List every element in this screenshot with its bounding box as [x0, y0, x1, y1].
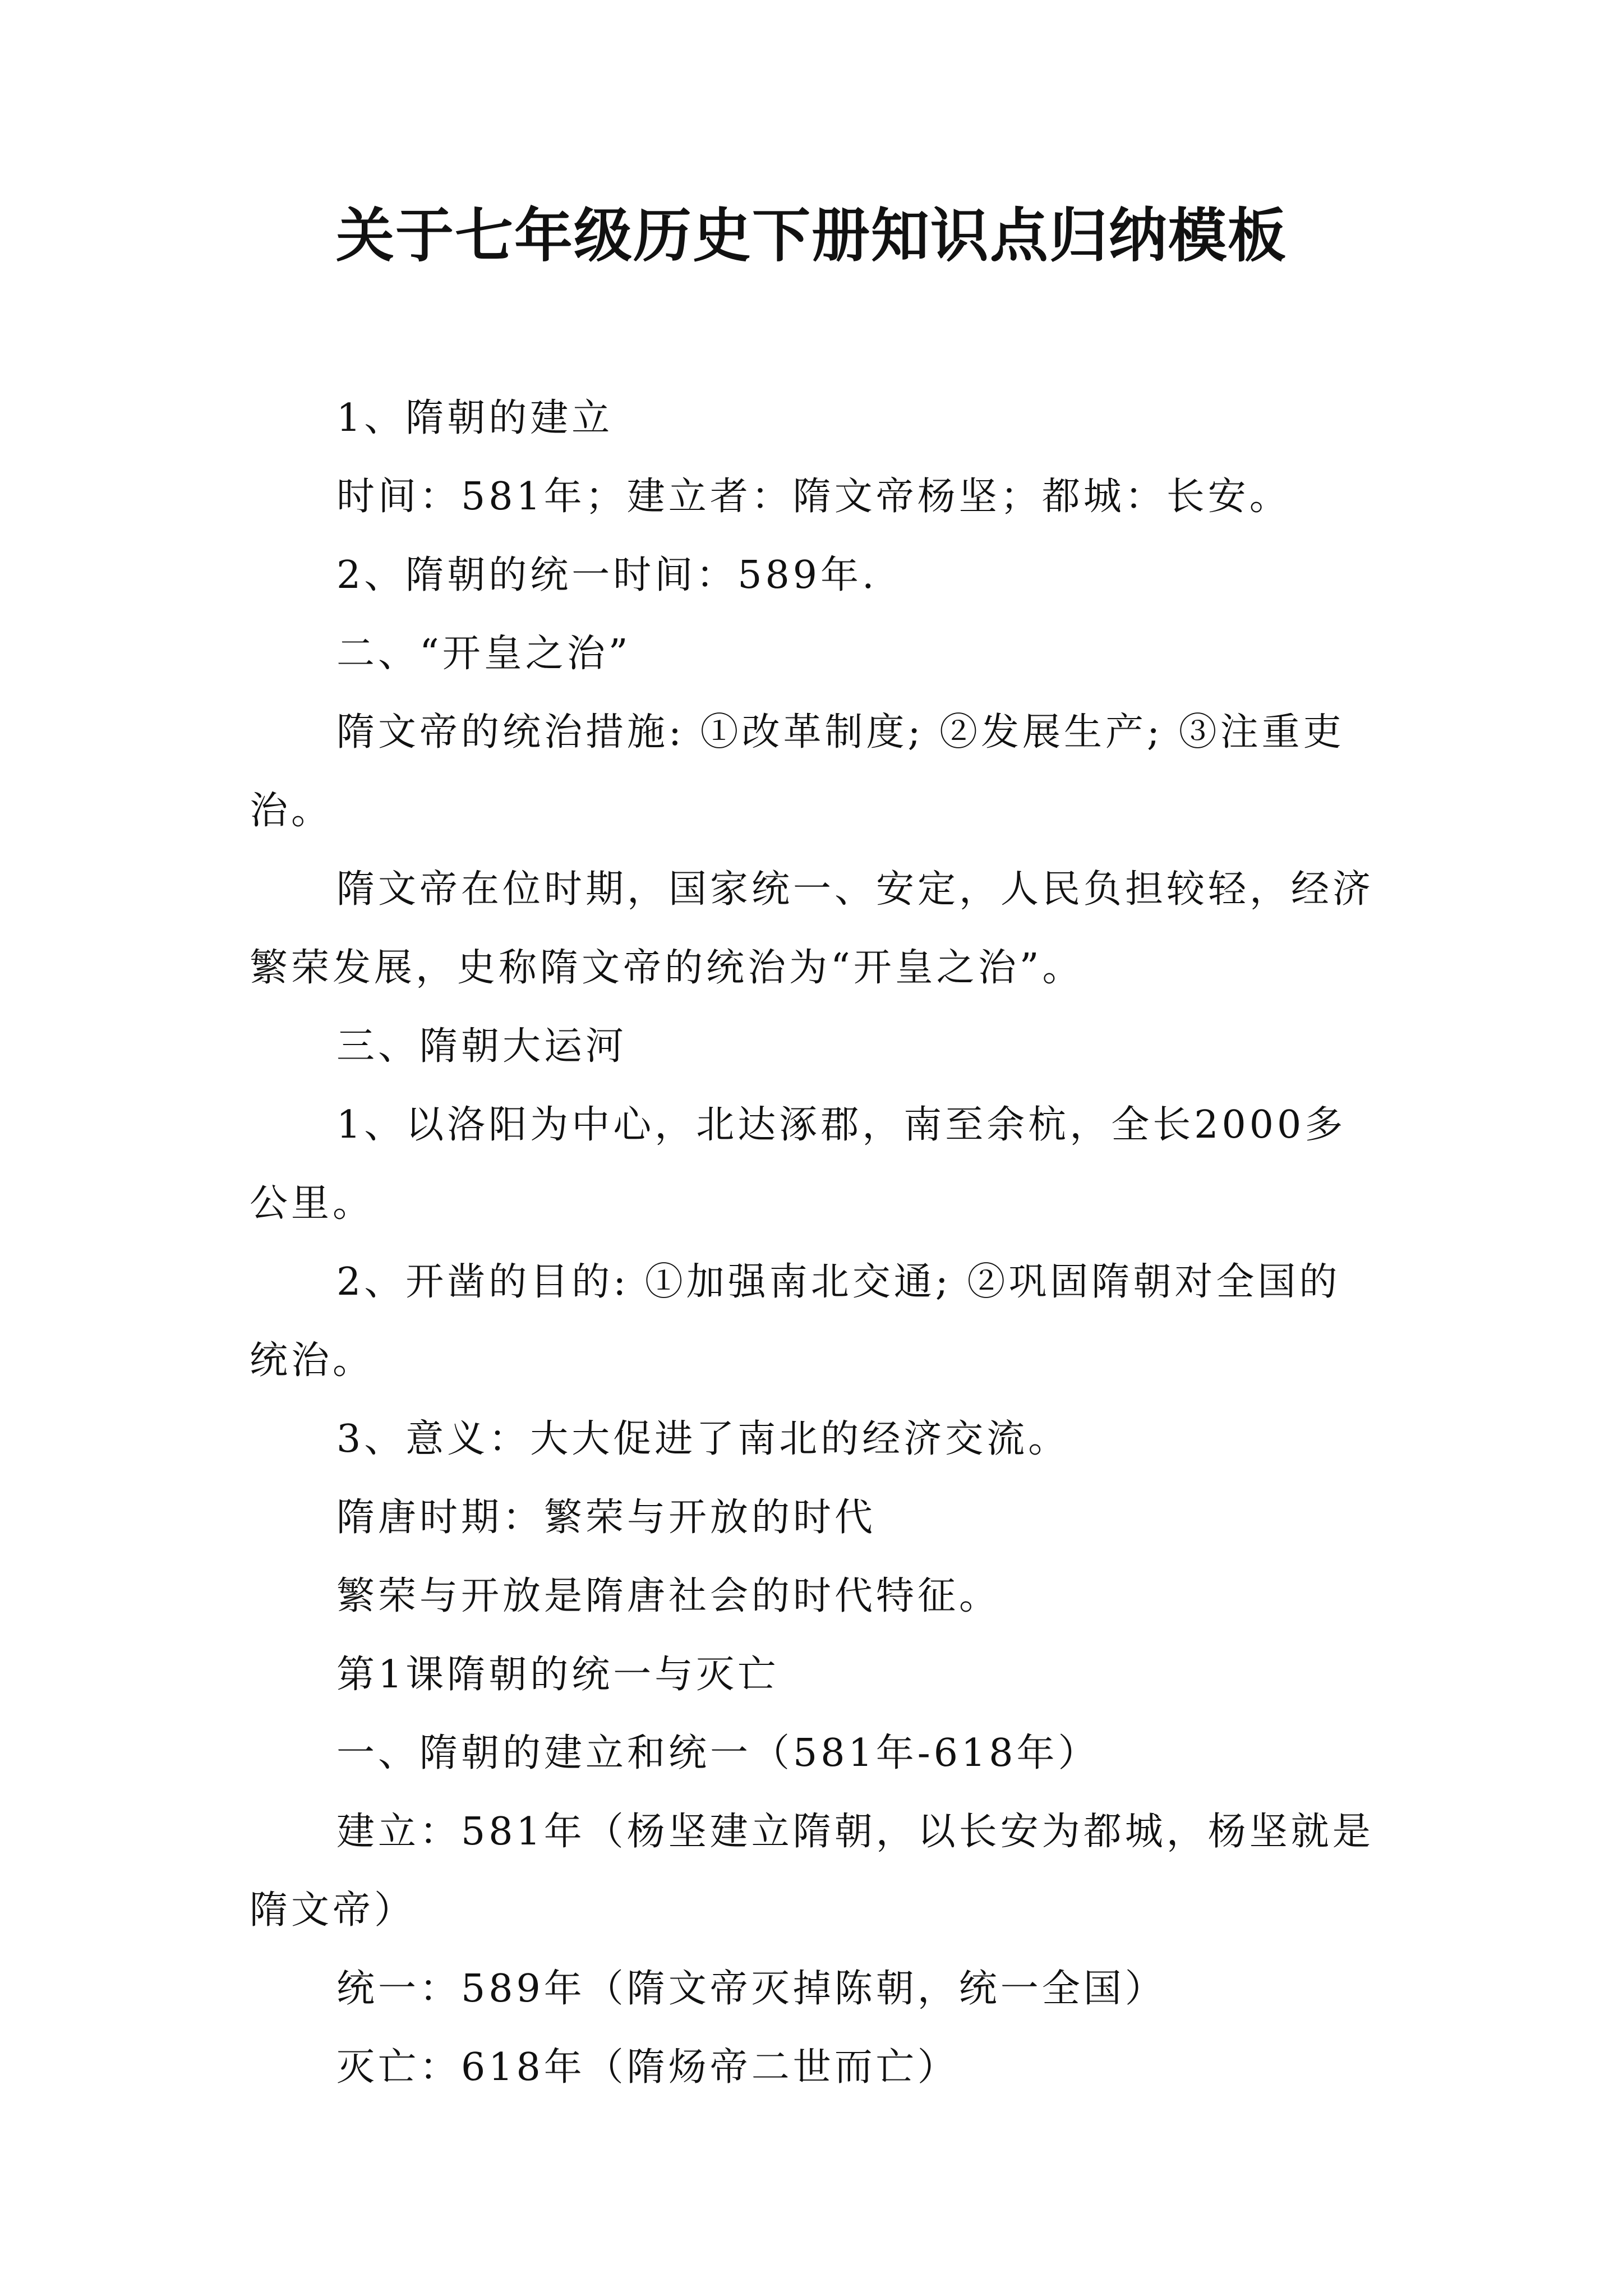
document-title: 关于七年级历史下册知识点归纳模板	[335, 201, 1287, 270]
paragraph: 1、以洛阳为中心，北达涿郡，南至余杭，全长2000多公里。	[250, 1103, 1347, 1226]
paragraph: 繁荣与开放是隋唐社会的时代特征。	[336, 1574, 1001, 1618]
paragraph: 统一：589年（隋文帝灭掉陈朝，统一全国）	[336, 1967, 1166, 2011]
paragraph: 隋文帝在位时期，国家统一、安定，人民负担较轻，经济繁荣发展，史称隋文帝的统治为“开皇之治”。	[250, 867, 1375, 990]
paragraph: 灭亡：618年（隋炀帝二世而亡）	[336, 2045, 959, 2090]
paragraph: 1、隋朝的建立	[336, 396, 614, 440]
paragraph: 2、开凿的目的: ①加强南北交通; ②巩固隋朝对全国的统治。	[250, 1260, 1341, 1383]
paragraph: 隋唐时期：繁荣与开放的时代	[336, 1496, 877, 1540]
paragraph: 3、意义：大大促进了南北的经济交流。	[336, 1417, 1070, 1461]
paragraph: 时间：581年；建立者：隋文帝杨坚；都城：长安。	[336, 475, 1291, 519]
document-body	[250, 379, 1380, 2107]
paragraph: 一、隋朝的建立和统一（581年-618年）	[336, 1731, 1100, 1775]
paragraph: 建立：581年（杨坚建立隋朝，以长安为都城，杨坚就是隋文帝）	[250, 1810, 1374, 1932]
paragraph: 三、隋朝大运河	[336, 1024, 628, 1069]
paragraph: 二、“开皇之治”	[336, 632, 631, 676]
paragraph: 第1课隋朝的统一与灭亡	[336, 1653, 780, 1697]
paragraph: 隋文帝的统治措施: ①改革制度; ②发展生产; ③注重吏治。	[250, 710, 1345, 833]
paragraph: 2、隋朝的统一时间：589年.	[336, 553, 878, 597]
